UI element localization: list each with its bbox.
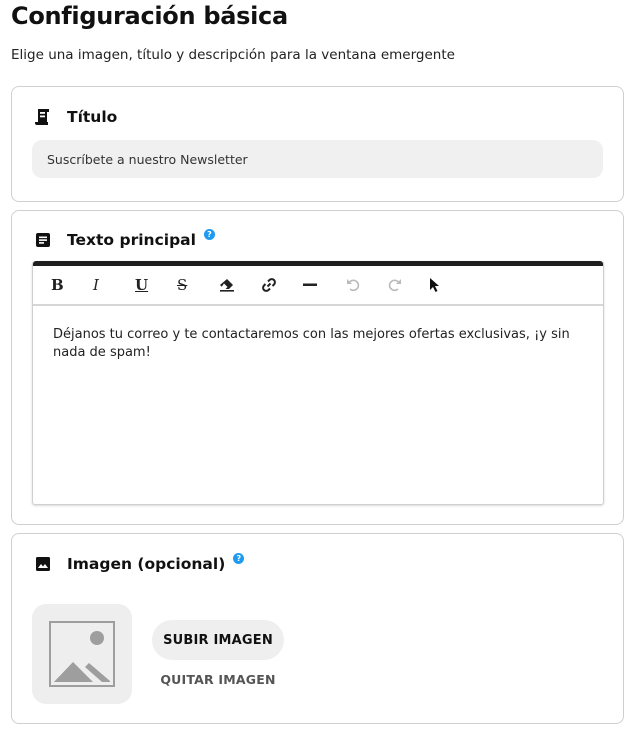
image-placeholder-icon	[49, 621, 115, 687]
eraser-icon	[219, 278, 235, 292]
italic-icon: I	[93, 276, 99, 294]
eraser-button[interactable]	[213, 270, 255, 300]
bold-icon: B	[51, 276, 64, 294]
image-card	[11, 533, 624, 724]
editor-toolbar	[33, 266, 603, 306]
image-preview	[32, 604, 132, 704]
undo-button[interactable]	[339, 270, 381, 300]
scroll-icon	[34, 108, 52, 126]
bold-button[interactable]	[45, 270, 87, 300]
image-card-label: Imagen (opcional)	[67, 555, 226, 573]
strikethrough-button[interactable]	[171, 270, 213, 300]
text-card-label: Texto principal	[67, 231, 196, 249]
select-button[interactable]	[423, 270, 465, 300]
horizontal-rule-icon	[303, 283, 317, 287]
strikethrough-icon: S	[177, 276, 188, 294]
help-icon[interactable]: ?	[204, 229, 215, 240]
italic-button[interactable]	[87, 270, 129, 300]
underline-icon: U	[135, 276, 149, 294]
link-button[interactable]	[255, 270, 297, 300]
page-title: Configuración básica	[11, 2, 288, 30]
cursor-icon	[429, 277, 441, 293]
document-icon	[34, 231, 52, 249]
title-card	[11, 86, 624, 202]
link-icon	[261, 277, 277, 293]
rich-text-editor	[32, 261, 604, 505]
redo-icon	[387, 277, 403, 293]
title-card-label: Título	[67, 108, 118, 126]
horizontal-rule-button[interactable]	[297, 270, 339, 300]
page-subtitle: Elige una imagen, título y descripción para la ventana emergente	[11, 47, 455, 63]
text-card	[11, 210, 624, 525]
text-card-header	[34, 231, 215, 249]
remove-image-button[interactable]: QUITAR IMAGEN	[152, 672, 284, 687]
editor-content[interactable]: Déjanos tu correo y te contactaremos con las mejores ofertas exclusivas, ¡y sin nada de spam!	[53, 327, 570, 360]
image-icon	[34, 555, 52, 573]
title-card-header	[34, 108, 117, 126]
redo-button[interactable]	[381, 270, 423, 300]
upload-image-button[interactable]: SUBIR IMAGEN	[152, 620, 284, 660]
help-icon[interactable]: ?	[233, 553, 244, 564]
undo-icon	[345, 277, 361, 293]
image-card-header	[34, 555, 244, 573]
title-input[interactable]	[32, 140, 603, 178]
underline-button[interactable]	[129, 270, 171, 300]
